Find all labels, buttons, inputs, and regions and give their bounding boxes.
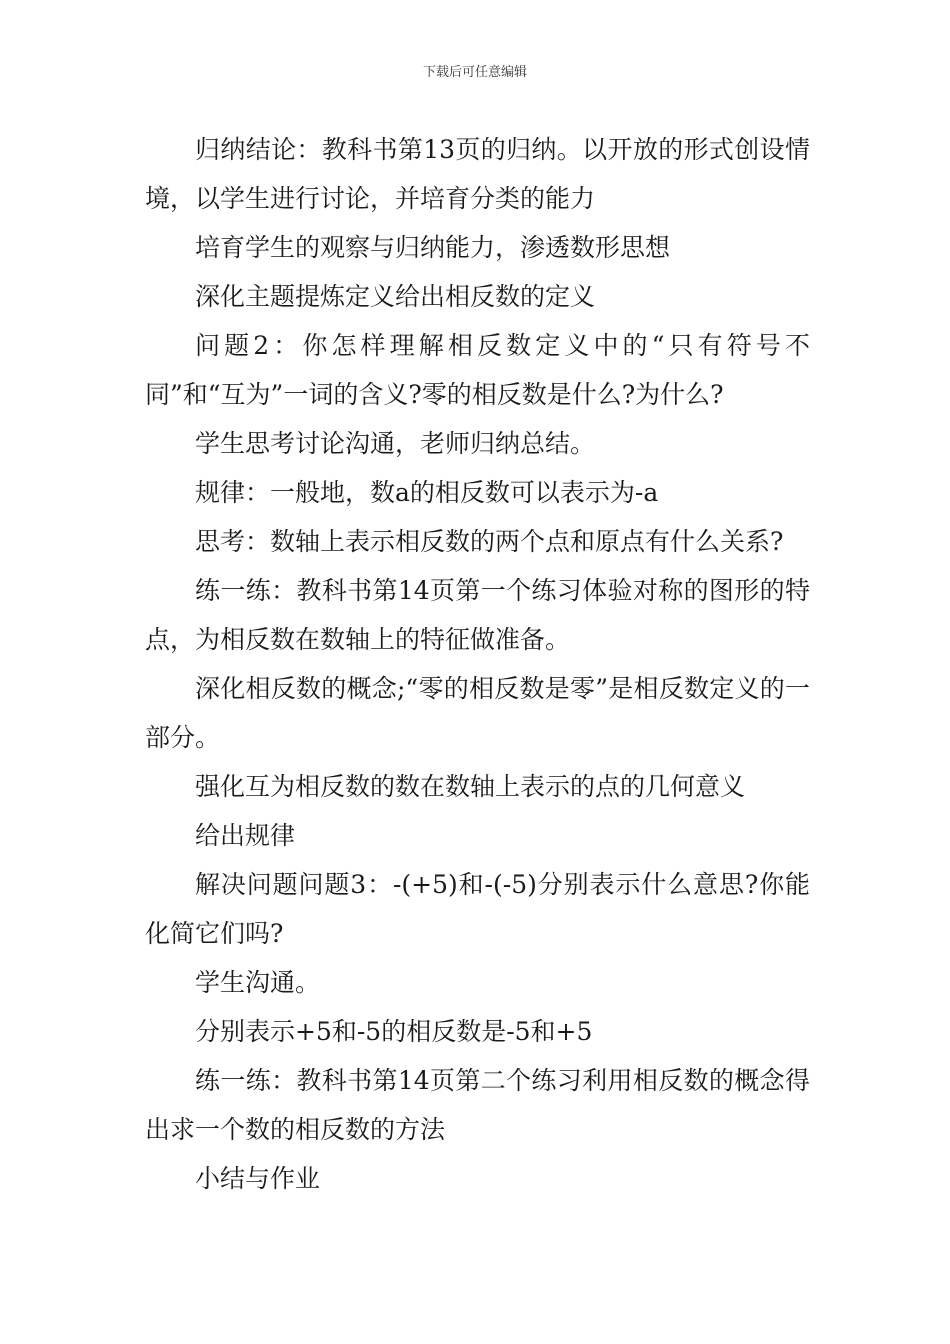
paragraph-discussion: 学生思考讨论沟通，老师归纳总结。	[195, 429, 596, 458]
paragraph-question-3: 解决问题问题3：-(+5)和-(-5)分别表示什么意思?你能化简它们吗?	[145, 870, 810, 948]
page-header-note: 下载后可任意编辑	[422, 65, 527, 80]
paragraph-answer: 分别表示+5和-5的相反数是-5和+5	[195, 1017, 593, 1046]
paragraph-question-2: 问题2：你怎样理解相反数定义中的“只有符号不同”和“互为”一词的含义?零的相反数是什么?为什么?	[145, 331, 810, 409]
paragraph-rule: 规律：一般地，数a的相反数可以表示为-a	[195, 478, 659, 507]
paragraph-geometry: 强化互为相反数的数在数轴上表示的点的几何意义	[195, 772, 746, 801]
paragraph-think: 思考：数轴上表示相反数的两个点和原点有什么关系?	[195, 527, 784, 556]
paragraph-practice-1: 练一练：教科书第14页第一个练习体验对称的图形的特点，为相反数在数轴上的特征做准备。	[145, 576, 810, 654]
paragraph-conclusion: 归纳结论：教科书第13页的归纳。以开放的形式创设情境，以学生进行讨论，并培育分类的能力	[145, 135, 810, 213]
paragraph-give-rule: 给出规律	[195, 821, 296, 850]
paragraph-summary: 小结与作业	[195, 1164, 321, 1193]
paragraph-practice-2: 练一练：教科书第14页第二个练习利用相反数的概念得出求一个数的相反数的方法	[145, 1066, 810, 1144]
paragraph-communicate: 学生沟通。	[195, 968, 321, 997]
document-body	[145, 125, 810, 1203]
paragraph-concept: 深化相反数的概念;“零的相反数是零”是相反数定义的一部分。	[145, 674, 810, 752]
paragraph-observation: 培育学生的观察与归纳能力，渗透数形思想	[195, 233, 671, 262]
paragraph-definition: 深化主题提炼定义给出相反数的定义	[195, 282, 596, 311]
